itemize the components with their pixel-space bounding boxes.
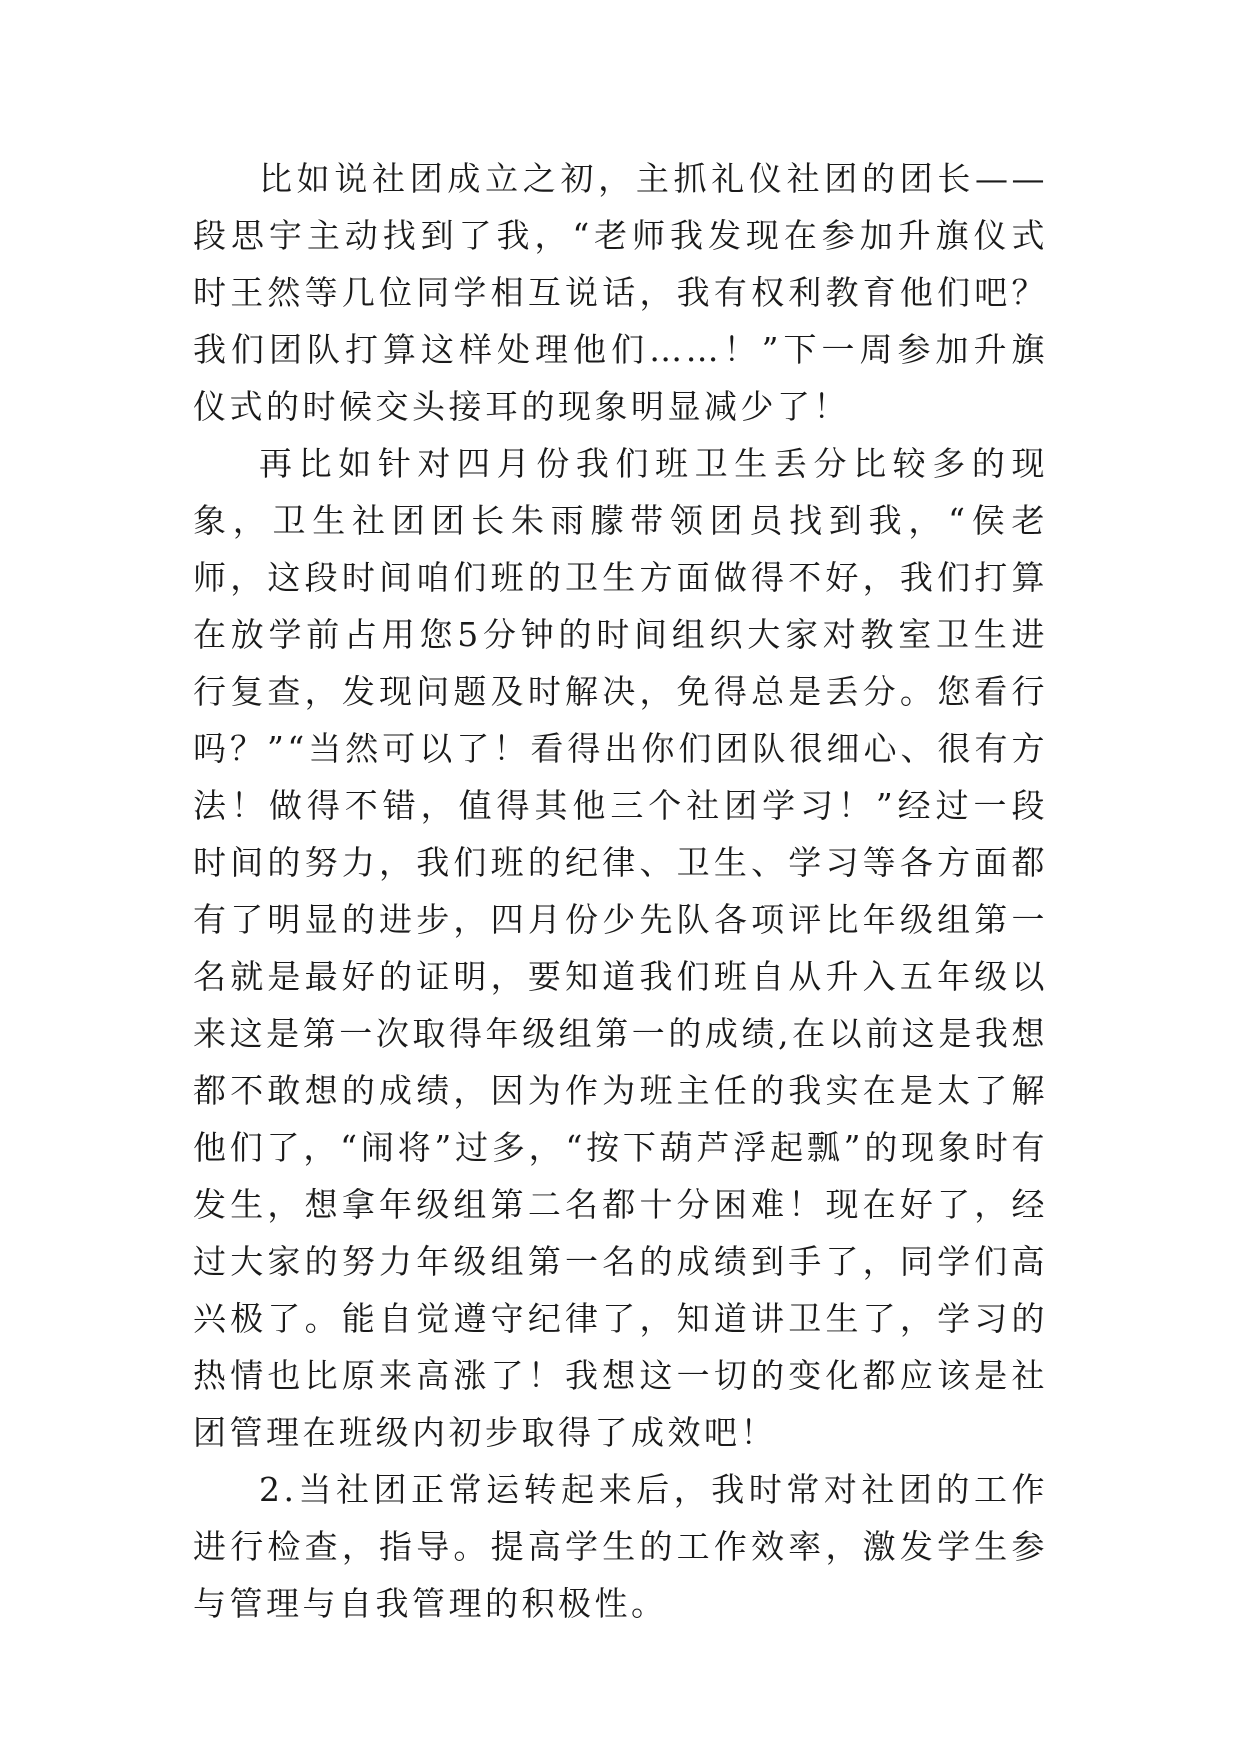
paragraph-etiquette-club: 比如说社团成立之初，主抓礼仪社团的团长——段思宇主动找到了我，“老师我发现在参加升旗仪式时王然等几位同学相互说话，我有权利教育他们吧？我们团队打算这样处理他们……！”下一周参加升旗仪式的时候交头接耳的现象明显减少了！ <box>193 159 1048 426</box>
paragraph-hygiene-club: 再比如针对四月份我们班卫生丢分比较多的现象，卫生社团团长朱雨朦带领团员找到我，“侯老师，这段时间咱们班的卫生方面做得不好，我们打算在放学前占用您5分钟的时间组织大家对教室卫生进行复查，发现问题及时解决，免得总是丢分。您看行吗？”“当然可以了！看得出你们团队很细心、很有方法！做得不错，值得其他三个社团学习！”经过一段时间的努力，我们班的纪律、卫生、学习等各方面都有了明显的进步，四月份少先队各项评比年级组第一名就是最好的证明，要知道我们班自从升入五年级以来这是第一次取得年级组第一的成绩,在以前这是我想都不敢想的成绩，因为作为班主任的我实在是太了解他们了，“闹将”过多，“按下葫芦浮起瓢”的现象时有发生，想拿年级组第二名都十分困难！现在好了，经过大家的努力年级组第一名的成绩到手了，同学们高兴极了。能自觉遵守纪律了，知道讲卫生了，学习的热情也比原来高涨了！我想这一切的变化都应该是社团管理在班级内初步取得了成效吧！ <box>193 444 1048 1452</box>
document-body <box>193 150 1048 1632</box>
paragraph-club-inspection: 2.当社团正常运转起来后，我时常对社团的工作进行检查，指导。提高学生的工作效率，激发学生参与管理与自我管理的积极性。 <box>193 1470 1048 1623</box>
